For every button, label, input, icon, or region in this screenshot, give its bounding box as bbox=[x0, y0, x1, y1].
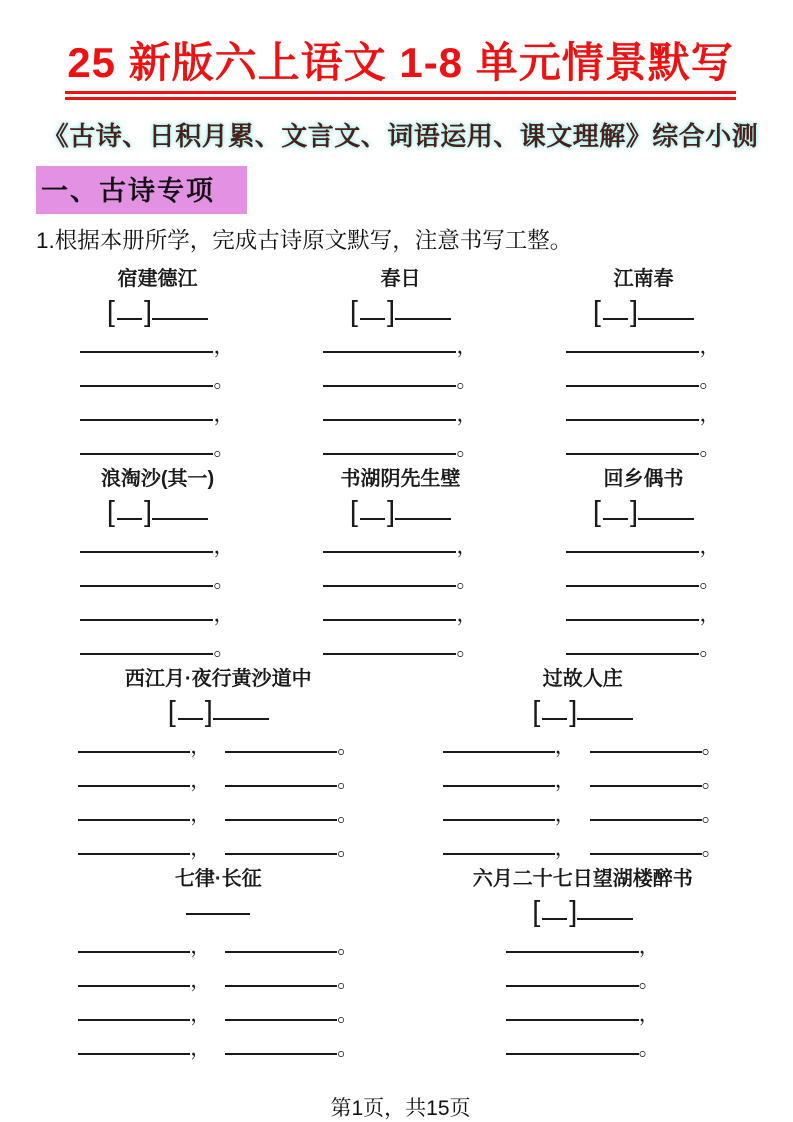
punctuation: ， bbox=[638, 1003, 660, 1027]
verse-line bbox=[401, 964, 766, 998]
fill-blank bbox=[213, 706, 269, 720]
poem-grid bbox=[36, 266, 765, 1066]
bracket-close: ] bbox=[386, 296, 396, 329]
bracket-open: [ bbox=[532, 896, 541, 929]
poem-row bbox=[36, 866, 765, 1066]
poem-title: 江南春 bbox=[613, 268, 674, 291]
fill-blank bbox=[225, 739, 337, 753]
verse-line bbox=[36, 398, 279, 432]
verse-line bbox=[279, 364, 522, 398]
poem-title: 西江月·夜行黄沙道中 bbox=[124, 668, 312, 691]
fill-blank bbox=[506, 939, 639, 953]
punctuation: 。 bbox=[337, 935, 359, 959]
poem-title: 春日 bbox=[380, 268, 421, 291]
verse-line bbox=[36, 564, 279, 598]
fill-blank bbox=[443, 841, 555, 855]
fill-blank bbox=[566, 441, 699, 455]
page-footer: 第1页，共15页 bbox=[330, 1097, 471, 1121]
punctuation: ， bbox=[213, 403, 235, 427]
fill-blank bbox=[186, 901, 250, 915]
verse-line bbox=[36, 930, 401, 964]
fill-blank bbox=[80, 339, 213, 353]
bracket-close: ] bbox=[143, 496, 153, 529]
fill-blank bbox=[225, 1041, 337, 1055]
fill-blank bbox=[360, 306, 385, 320]
fill-blank bbox=[323, 607, 456, 621]
punctuation: 。 bbox=[337, 969, 359, 993]
fill-blank bbox=[225, 841, 337, 855]
verse-line bbox=[522, 330, 765, 364]
bracket-open: [ bbox=[592, 296, 601, 329]
verse-line bbox=[36, 364, 279, 398]
verse-line bbox=[522, 398, 765, 432]
fill-blank bbox=[577, 906, 633, 920]
bracket-open: [ bbox=[532, 696, 541, 729]
fill-blank bbox=[638, 506, 694, 520]
punctuation: ， bbox=[456, 403, 478, 427]
document-title: 25 新版六上语文 1-8 单元情景默写 bbox=[65, 40, 735, 100]
poem-cell bbox=[522, 266, 765, 466]
punctuation: ， bbox=[190, 769, 212, 793]
bracket-open: [ bbox=[349, 296, 358, 329]
verse-line bbox=[401, 832, 766, 866]
bracket-open: [ bbox=[592, 496, 601, 529]
fill-blank bbox=[443, 807, 555, 821]
fill-blank bbox=[638, 306, 694, 320]
verse-line bbox=[36, 998, 401, 1032]
author-blank-line bbox=[522, 292, 765, 330]
poem-title: 宿建德江 bbox=[117, 268, 198, 291]
fill-blank bbox=[152, 306, 208, 320]
poem-cell bbox=[36, 666, 401, 866]
fill-blank bbox=[603, 506, 628, 520]
verse-line bbox=[36, 598, 279, 632]
verse-line bbox=[522, 364, 765, 398]
punctuation: ， bbox=[213, 603, 235, 627]
fill-blank bbox=[225, 939, 337, 953]
punctuation: ， bbox=[190, 969, 212, 993]
fill-blank bbox=[506, 973, 639, 987]
verse-line bbox=[522, 530, 765, 564]
punctuation: 。 bbox=[456, 369, 478, 393]
poem-cell bbox=[36, 466, 279, 666]
verse-line bbox=[401, 1032, 766, 1066]
punctuation: ， bbox=[190, 1003, 212, 1027]
fill-blank bbox=[178, 706, 203, 720]
verse-line bbox=[279, 432, 522, 466]
fill-blank bbox=[225, 973, 337, 987]
author-blank-line bbox=[36, 292, 279, 330]
bracket-close: ] bbox=[143, 296, 153, 329]
punctuation: ， bbox=[456, 335, 478, 359]
fill-blank bbox=[225, 773, 337, 787]
fill-blank bbox=[78, 973, 190, 987]
fill-blank bbox=[225, 1007, 337, 1021]
author-blank-line bbox=[36, 492, 279, 530]
punctuation: 。 bbox=[213, 437, 235, 461]
verse-line bbox=[36, 964, 401, 998]
fill-blank bbox=[323, 441, 456, 455]
fill-blank bbox=[323, 373, 456, 387]
poem-title: 浪淘沙(其一) bbox=[100, 468, 215, 491]
poem-title: 过故人庄 bbox=[542, 668, 623, 691]
section-header: 一、古诗专项 bbox=[36, 166, 247, 214]
verse-line bbox=[36, 330, 279, 364]
bracket-close: ] bbox=[629, 496, 639, 529]
punctuation: 。 bbox=[699, 437, 721, 461]
poem-title: 回乡偶书 bbox=[603, 468, 684, 491]
document-subtitle: 《古诗、日积月累、文言文、词语运用、课文理解》综合小测 bbox=[42, 122, 759, 152]
punctuation: 。 bbox=[213, 569, 235, 593]
verse-line bbox=[36, 832, 401, 866]
fill-blank bbox=[78, 773, 190, 787]
fill-blank bbox=[117, 506, 142, 520]
punctuation: 。 bbox=[701, 769, 723, 793]
punctuation: 。 bbox=[699, 569, 721, 593]
verse-line bbox=[401, 998, 766, 1032]
fill-blank bbox=[117, 306, 142, 320]
verse-line bbox=[36, 764, 401, 798]
author-blank-line bbox=[401, 892, 766, 930]
fill-blank bbox=[566, 373, 699, 387]
fill-blank bbox=[152, 506, 208, 520]
fill-blank bbox=[225, 807, 337, 821]
fill-blank bbox=[80, 539, 213, 553]
instruction-text: 1.根据本册所学，完成古诗原文默写，注意书写工整。 bbox=[36, 228, 573, 254]
fill-blank bbox=[323, 573, 456, 587]
punctuation: 。 bbox=[456, 437, 478, 461]
verse-line bbox=[401, 764, 766, 798]
bracket-open: [ bbox=[106, 296, 115, 329]
bracket-open: [ bbox=[349, 496, 358, 529]
fill-blank bbox=[78, 739, 190, 753]
punctuation: ， bbox=[554, 837, 576, 861]
poem-row bbox=[36, 466, 765, 666]
fill-blank bbox=[80, 373, 213, 387]
punctuation: 。 bbox=[701, 803, 723, 827]
punctuation: 。 bbox=[456, 569, 478, 593]
fill-blank bbox=[566, 407, 699, 421]
author-blank-line bbox=[401, 692, 766, 730]
punctuation: 。 bbox=[337, 1003, 359, 1027]
punctuation: 。 bbox=[337, 803, 359, 827]
verse-line bbox=[279, 564, 522, 598]
fill-blank bbox=[542, 706, 567, 720]
fill-blank bbox=[395, 506, 451, 520]
poem-cell bbox=[279, 466, 522, 666]
fill-blank bbox=[566, 539, 699, 553]
poem-title: 书湖阴先生壁 bbox=[340, 468, 461, 491]
fill-blank bbox=[542, 906, 567, 920]
fill-blank bbox=[506, 1041, 639, 1055]
fill-blank bbox=[566, 339, 699, 353]
verse-line bbox=[401, 798, 766, 832]
fill-blank bbox=[78, 939, 190, 953]
verse-line bbox=[279, 398, 522, 432]
fill-blank bbox=[577, 706, 633, 720]
punctuation: 。 bbox=[699, 369, 721, 393]
bracket-close: ] bbox=[629, 296, 639, 329]
poem-cell bbox=[279, 266, 522, 466]
punctuation: ， bbox=[213, 335, 235, 359]
fill-blank bbox=[590, 773, 702, 787]
fill-blank bbox=[323, 339, 456, 353]
poem-cell bbox=[401, 866, 766, 1066]
punctuation: 。 bbox=[638, 1037, 660, 1061]
fill-blank bbox=[360, 506, 385, 520]
punctuation: ， bbox=[190, 1037, 212, 1061]
fill-blank bbox=[590, 841, 702, 855]
verse-line bbox=[279, 330, 522, 364]
fill-blank bbox=[80, 641, 213, 655]
poem-cell bbox=[522, 466, 765, 666]
fill-blank bbox=[566, 607, 699, 621]
section-header-wrap bbox=[36, 166, 765, 214]
fill-blank bbox=[443, 773, 555, 787]
punctuation: ， bbox=[554, 769, 576, 793]
punctuation: 。 bbox=[337, 837, 359, 861]
fill-blank bbox=[80, 607, 213, 621]
punctuation: 。 bbox=[701, 837, 723, 861]
punctuation: ， bbox=[456, 535, 478, 559]
punctuation: ， bbox=[554, 803, 576, 827]
author-blank-line bbox=[279, 492, 522, 530]
verse-line bbox=[279, 632, 522, 666]
punctuation: ， bbox=[554, 735, 576, 759]
fill-blank bbox=[78, 807, 190, 821]
punctuation: ， bbox=[456, 603, 478, 627]
verse-line bbox=[36, 432, 279, 466]
poem-row bbox=[36, 266, 765, 466]
title-wrap bbox=[36, 40, 765, 100]
punctuation: 。 bbox=[337, 735, 359, 759]
bracket-close: ] bbox=[204, 696, 213, 729]
fill-blank bbox=[78, 1007, 190, 1021]
punctuation: 。 bbox=[638, 969, 660, 993]
fill-blank bbox=[78, 841, 190, 855]
punctuation: ， bbox=[699, 535, 721, 559]
bracket-close: ] bbox=[569, 896, 578, 929]
punctuation: 。 bbox=[701, 735, 723, 759]
punctuation: 。 bbox=[456, 637, 478, 661]
bracket-close: ] bbox=[386, 496, 396, 529]
bracket-open: [ bbox=[106, 496, 115, 529]
poem-cell bbox=[401, 666, 766, 866]
fill-blank bbox=[566, 573, 699, 587]
fill-blank bbox=[566, 641, 699, 655]
fill-blank bbox=[323, 641, 456, 655]
punctuation: ， bbox=[699, 335, 721, 359]
fill-blank bbox=[590, 739, 702, 753]
author-blank-line bbox=[36, 692, 401, 730]
punctuation: ， bbox=[638, 935, 660, 959]
verse-line bbox=[401, 930, 766, 964]
verse-line bbox=[401, 730, 766, 764]
author-blank-line bbox=[522, 492, 765, 530]
verse-line bbox=[279, 598, 522, 632]
punctuation: 。 bbox=[337, 769, 359, 793]
verse-line bbox=[522, 598, 765, 632]
punctuation: ， bbox=[190, 837, 212, 861]
punctuation: ， bbox=[190, 803, 212, 827]
punctuation: ， bbox=[699, 603, 721, 627]
punctuation: 。 bbox=[699, 637, 721, 661]
poem-cell bbox=[36, 266, 279, 466]
verse-line bbox=[36, 730, 401, 764]
punctuation: ， bbox=[699, 403, 721, 427]
verse-line bbox=[36, 632, 279, 666]
verse-line bbox=[36, 798, 401, 832]
fill-blank bbox=[603, 306, 628, 320]
fill-blank bbox=[78, 1041, 190, 1055]
author-blank-line bbox=[36, 892, 401, 930]
fill-blank bbox=[80, 573, 213, 587]
verse-line bbox=[36, 1032, 401, 1066]
poem-row bbox=[36, 666, 765, 866]
fill-blank bbox=[443, 739, 555, 753]
fill-blank bbox=[506, 1007, 639, 1021]
punctuation: 。 bbox=[337, 1037, 359, 1061]
bracket-open: [ bbox=[167, 696, 176, 729]
punctuation: 。 bbox=[213, 637, 235, 661]
fill-blank bbox=[323, 407, 456, 421]
punctuation: 。 bbox=[213, 369, 235, 393]
author-blank-line bbox=[279, 292, 522, 330]
fill-blank bbox=[590, 807, 702, 821]
verse-line bbox=[279, 530, 522, 564]
verse-line bbox=[522, 564, 765, 598]
verse-line bbox=[522, 632, 765, 666]
punctuation: ， bbox=[213, 535, 235, 559]
verse-line bbox=[522, 432, 765, 466]
punctuation: ， bbox=[190, 935, 212, 959]
fill-blank bbox=[395, 306, 451, 320]
fill-blank bbox=[80, 407, 213, 421]
fill-blank bbox=[80, 441, 213, 455]
bracket-close: ] bbox=[569, 696, 578, 729]
fill-blank bbox=[323, 539, 456, 553]
verse-line bbox=[36, 530, 279, 564]
poem-title: 六月二十七日望湖楼醉书 bbox=[472, 868, 693, 891]
poem-cell bbox=[36, 866, 401, 1066]
punctuation: ， bbox=[190, 735, 212, 759]
poem-title: 七律·长征 bbox=[174, 868, 262, 891]
